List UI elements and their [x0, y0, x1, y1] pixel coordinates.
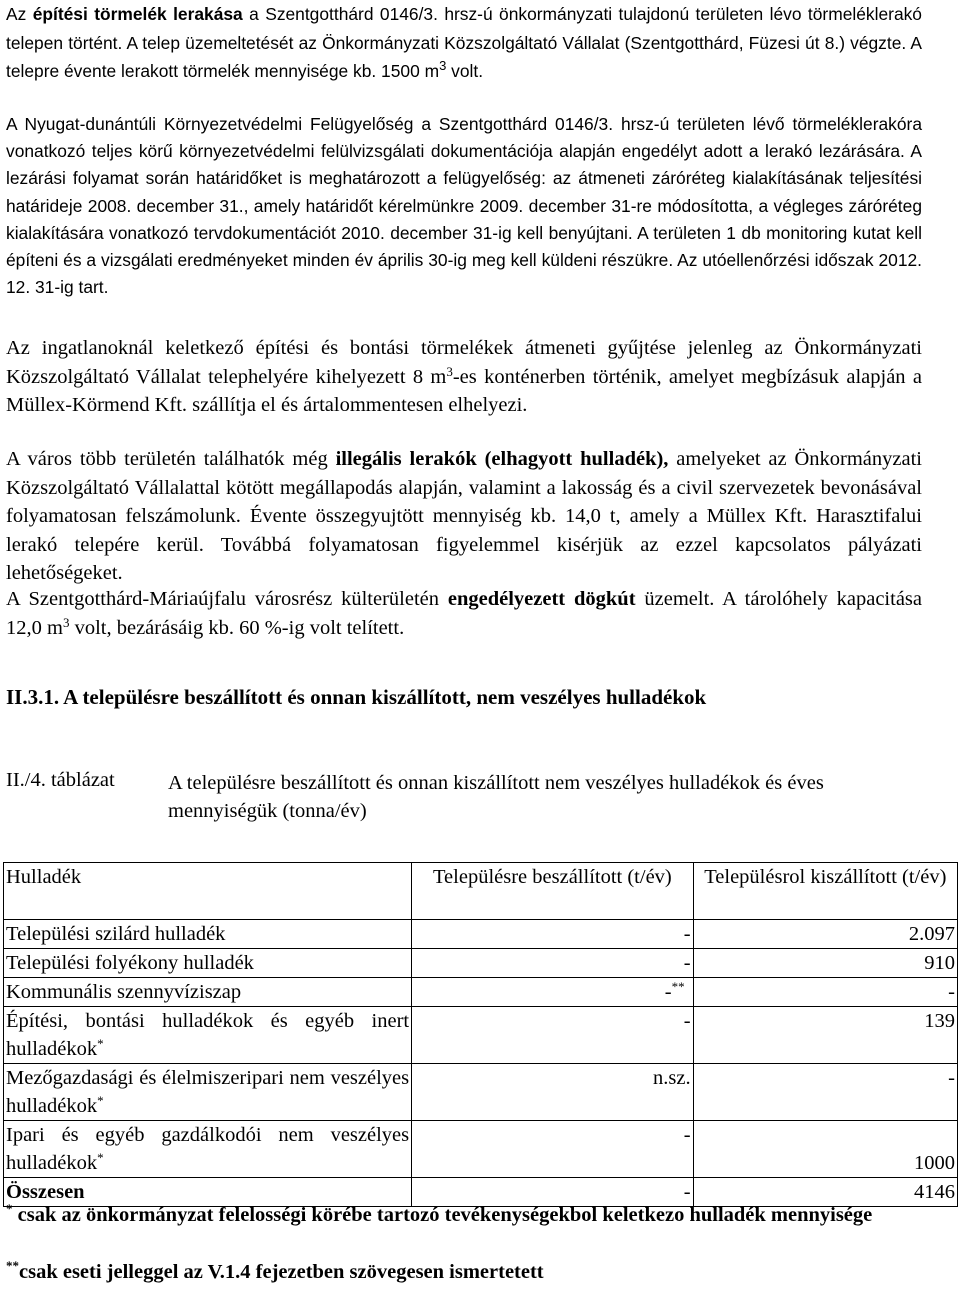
paragraph-temporary-collection: [6, 334, 922, 420]
footnote-mark: *: [6, 1201, 13, 1216]
incoming-cell: [412, 978, 693, 1007]
waste-name-cell: Települési folyékony hulladék: [4, 949, 412, 978]
column-header-waste: Hulladék: [4, 863, 412, 920]
paragraph-landfill-closure: A Nyugat-dunántúli Környezetvédelmi Felügyelőség a Szentgotthárd 0146/3. hrsz-ú területen lévő törmeléklerakóra vonatkozó teljes körű környezetvédelmi felülvizsgálati dokumentációja alapján engedélyt adott a lerakó lezárására. A lezárási folyamat során határidőket is meghatározott a felügyelőség: az átmeneti záróréteg kialakításának teljesítési határideje 2008. december 31., amely határidőt kérelmünkre 2009. december 31-re módosította, a végleges záróréteg kialakítására vonatkozó tervdokumentációt 2010. december 31-ig kell benyújtani. A területen 1 db monitoring kutat kell építeni és a vizsgálati eredményeket minden év április 30-ig meg kell küldeni részükre. Az utóellenőrzési időszak 2012. 12. 31-ig tart.: [6, 114, 922, 298]
total-incoming-cell: -: [412, 1178, 693, 1207]
text-run: volt, bezárásáig kb. 60 %-ig volt telített.: [69, 616, 405, 639]
waste-name-cell: [4, 1121, 412, 1178]
waste-name-cell: Települési szilárd hulladék: [4, 920, 412, 949]
column-header-incoming: Településre beszállított (t/év): [412, 863, 693, 920]
bold-term: illegális lerakók (elhagyott hulladék),: [335, 448, 669, 470]
table-row: [4, 920, 958, 949]
text-run: A Szentgotthárd-Máriaújfalu városrész külterületén: [6, 588, 448, 610]
outgoing-cell: 910: [693, 949, 957, 978]
total-label-cell: Összesen: [4, 1178, 412, 1207]
footnote-text: csak eseti jelleggel az V.1.4 fejezetben szövegesen ismertetett: [19, 1261, 544, 1283]
outgoing-cell: -: [693, 978, 957, 1007]
incoming-cell: n.sz.: [412, 1064, 693, 1121]
footnote-text: csak az önkormányzat felelosségi körébe tartozó tevékenységekbol keletkezo hulladék mennyisége: [12, 1204, 873, 1226]
outgoing-cell: -: [693, 1064, 957, 1121]
table-row: [4, 978, 958, 1007]
table-row: [4, 1007, 958, 1064]
incoming-cell: -: [412, 920, 693, 949]
waste-name-cell: [4, 1007, 412, 1064]
total-outgoing-cell: 4146: [693, 1178, 957, 1207]
waste-name: Ipari és egyéb gazdálkodói nem veszélyes hulladékok: [6, 1124, 410, 1174]
paragraph-carcass-pit: [6, 585, 922, 642]
footnote-mark: *: [97, 1150, 104, 1165]
waste-table: [3, 862, 958, 1207]
waste-name: Mezőgazdasági és élelmiszeripari nem veszélyes hulladékok: [6, 1067, 410, 1117]
footnote-mark: *: [97, 1036, 104, 1051]
text-run: A város több területén találhatók még: [6, 448, 336, 470]
waste-name-cell: Kommunális szennyvíziszap: [4, 978, 412, 1007]
footnote-mark: *: [97, 1093, 104, 1108]
incoming-cell: -: [412, 1007, 693, 1064]
table-row: [4, 949, 958, 978]
table-caption-text: A településre beszállított és onnan kiszállított nem veszélyes hulladékok és éves mennyiségük (tonna/év): [168, 772, 824, 822]
text-run: üzemelt. A tárolóhely kapacitása 12,0 m: [6, 588, 923, 639]
waste-name: Építési, bontási hulladékok és egyéb inert hulladékok: [6, 1010, 410, 1060]
table-row: [4, 1064, 958, 1121]
text-run: Az: [6, 4, 33, 24]
footnote-mark: **: [6, 1258, 19, 1273]
footnote-double-star: [6, 1258, 922, 1286]
text-run: a Szentgotthárd 0146/3. hrsz-ú önkormányzati tulajdonú területen lévo törmeléklerakó telepen történt. A telep üzemeltetését az Önkormányzati Közszolgáltató Vállalat (Szentgotthárd, Füzesi út 8.) végzte. A telepre évente lerakott törmelék mennyisége kb. 1500 m: [6, 4, 922, 82]
paragraph-construction-waste: [6, 0, 922, 86]
footnote-single-star: [6, 1201, 938, 1229]
bold-term: engedélyezett dögkút: [447, 588, 636, 610]
paragraph-illegal-dumps: [6, 445, 922, 588]
outgoing-cell: 1000: [693, 1121, 957, 1178]
table-caption-label: II./4. táblázat: [6, 769, 115, 791]
column-header-outgoing: Településrol kiszállított (t/év): [693, 863, 957, 920]
incoming-cell: -: [412, 1121, 693, 1178]
incoming-value: -: [664, 981, 672, 1003]
incoming-cell: -: [412, 949, 693, 978]
bold-term: építési törmelék lerakása: [32, 4, 243, 24]
text-run: Az ingatlanoknál keletkező építési és bontási törmelékek átmeneti gyűjtése jelenleg az Önkormányzati Közszolgáltató Vállalat telephelyére kihelyezett 8 m: [6, 337, 922, 388]
outgoing-cell: 2.097: [693, 920, 957, 949]
superscript: 3: [439, 58, 447, 74]
superscript: 3: [446, 363, 453, 379]
table-header-row: [4, 863, 958, 920]
outgoing-cell: 139: [693, 1007, 957, 1064]
text-run: amelyeket az Önkormányzati Közszolgáltató Vállalattal kötött megállapodás alapján, valamint a lakosság és a civil szervezetek bevonásával folyamatosan felszámolunk. Évente összegyujtött mennyiség kb. 14,0 t, amely a Müllex Kft. Harasztifalui lerakó telepére kerül. Továbbá folyamatosan figyelemmel kisérjük az ezzel kapcsolatos pályázati lehetőségeket.: [6, 448, 922, 585]
superscript: 3: [62, 614, 70, 630]
footnote-mark: **: [671, 979, 685, 994]
text-run: volt.: [446, 61, 484, 82]
section-heading: II.3.1. A településre beszállított és onnan kiszállított, nem veszélyes hulladékok: [6, 685, 707, 709]
waste-name-cell: [4, 1064, 412, 1121]
text-run: -es konténerben történik, amelyet megbízásuk alapján a Müllex-Körmend Kft. szállítja el és ártalommentesen elhelyezi.: [6, 365, 922, 417]
table-row: [4, 1121, 958, 1178]
